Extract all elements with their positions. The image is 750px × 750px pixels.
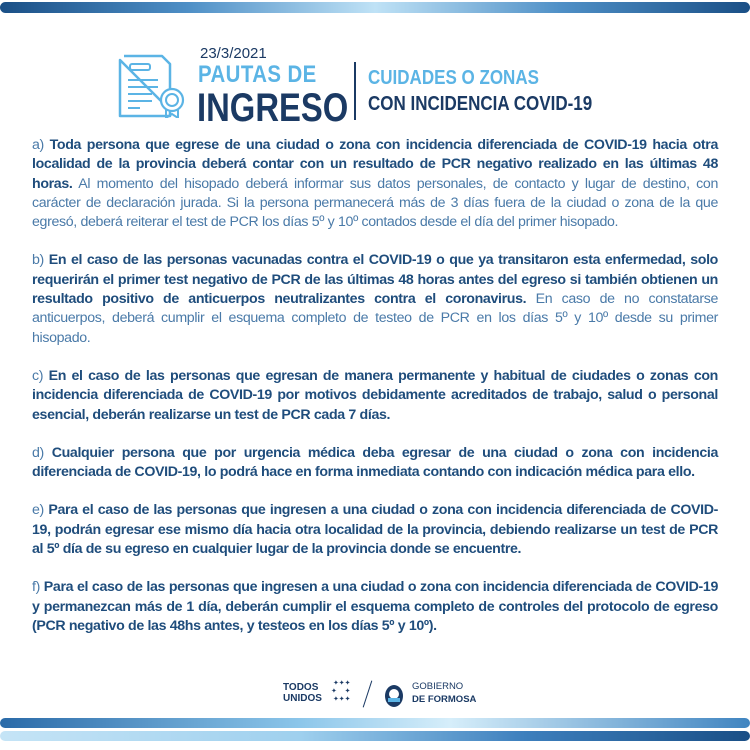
- guideline-text: En caso de no constatarse anticuerpos, deberá cumplir el esquema completo de testeo de PCR en los días 5º y 10º desde su primer hisopado.: [32, 291, 719, 346]
- guideline-label: c): [32, 367, 44, 384]
- guideline-d: [32, 444, 718, 483]
- stars-icon: ✦✦✦ ✦ ✦ ✦✦✦: [331, 680, 351, 703]
- guideline-label: d): [32, 444, 44, 461]
- guideline-b: [32, 251, 718, 347]
- gobierno-text: GOBIERNO: [412, 681, 464, 692]
- guideline-c: [32, 367, 718, 425]
- guideline-f: [32, 578, 718, 636]
- title-line-2: INGRESO: [197, 86, 349, 130]
- guideline-a: [32, 136, 718, 232]
- date: 23/3/2021: [200, 45, 267, 62]
- guideline-text: Al momento del hisopado deberá informar sus datos personales, de contacto y lugar de destino, con carácter de declaración jurada. Si la persona permanecerá más de 3 días fuera de la ciudad o zona de la que egresó, deberá reiterar el test de PCR los días 5º y 10º contados desde el día del primer hisopado.: [32, 175, 718, 231]
- certificate-document-icon: [118, 54, 188, 118]
- footer-logos: [283, 680, 493, 710]
- subtitle-line-1: CUIDADES O ZONAS: [368, 67, 539, 89]
- guideline-bold: Cualquier persona que por urgencia médica deba egresar de una ciudad o zona con incidencia diferenciada de COVID-19, lo podrá hace en forma inmediata contando con indicación médica para ello.: [32, 444, 718, 481]
- guideline-bold: Toda persona que egrese de una ciudad o zona con incidencia diferenciada de COVID-19 hacia otra localidad de la provincia deberá contar con un resultado de PCR negativo realizado en las últimas 48 horas.: [32, 137, 719, 192]
- guideline-label: b): [32, 252, 44, 269]
- logo-divider: [363, 681, 373, 708]
- guideline-bold: En el caso de las personas que egresan de manera permanente y habitual de ciudades o zonas con incidencia diferenciada de COVID-19 por motivos debidamente acreditados de trabajo, salud o personal esencial, deberán realizarse un test de PCR cada 7 días.: [32, 367, 718, 423]
- formosa-shield-icon: [383, 682, 405, 708]
- bottom-decorative-bar: [0, 718, 750, 728]
- subtitle-line-2: CON INCIDENCIA COVID-19: [368, 93, 593, 115]
- header-divider: [354, 62, 356, 120]
- bottom-decorative-bar-2: [0, 731, 750, 741]
- de-formosa-text: DE FORMOSA: [412, 694, 477, 705]
- guideline-bold: Para el caso de las personas que ingresen a una ciudad o zona con incidencia diferenciada de COVID-19 y permanezcan más de 1 día, deberán cumplir el esquema completo de controles del protocolo de egreso (PCR negativo de las 48hs antes, y testeos en los días 5º y 10º).: [32, 579, 718, 634]
- guideline-label: a): [32, 137, 44, 153]
- header: [118, 46, 658, 128]
- title-line-1: PAUTAS DE: [198, 61, 317, 88]
- todos-unidos-logo: [283, 682, 322, 704]
- guideline-bold: Para el caso de las personas que ingresen a una ciudad o zona con incidencia diferenciada de COVID-19, podrán egresar ese mismo día hacia otra localidad de la provincia, debiendo realizarse un test de PCR al 5º día de su egreso en cualquier lugar de la provincia donde se encuentre.: [32, 502, 719, 558]
- guideline-e: [32, 501, 718, 559]
- guideline-label: f): [32, 579, 40, 596]
- guideline-bold: En el caso de las personas vacunadas contra el COVID-19 o que ya transitaron esta enfermedad, solo requerirán el primer test negativo de PCR de las últimas 48 horas antes del egreso si también obtienen un resultado positivo de anticuerpos neutralizantes contra el coronavirus.: [32, 252, 718, 308]
- top-decorative-bar: [0, 2, 750, 13]
- guidelines-list: [32, 136, 718, 655]
- todos-text: TODOS: [283, 682, 319, 693]
- guideline-label: e): [32, 502, 44, 519]
- unidos-text: UNIDOS: [283, 693, 322, 704]
